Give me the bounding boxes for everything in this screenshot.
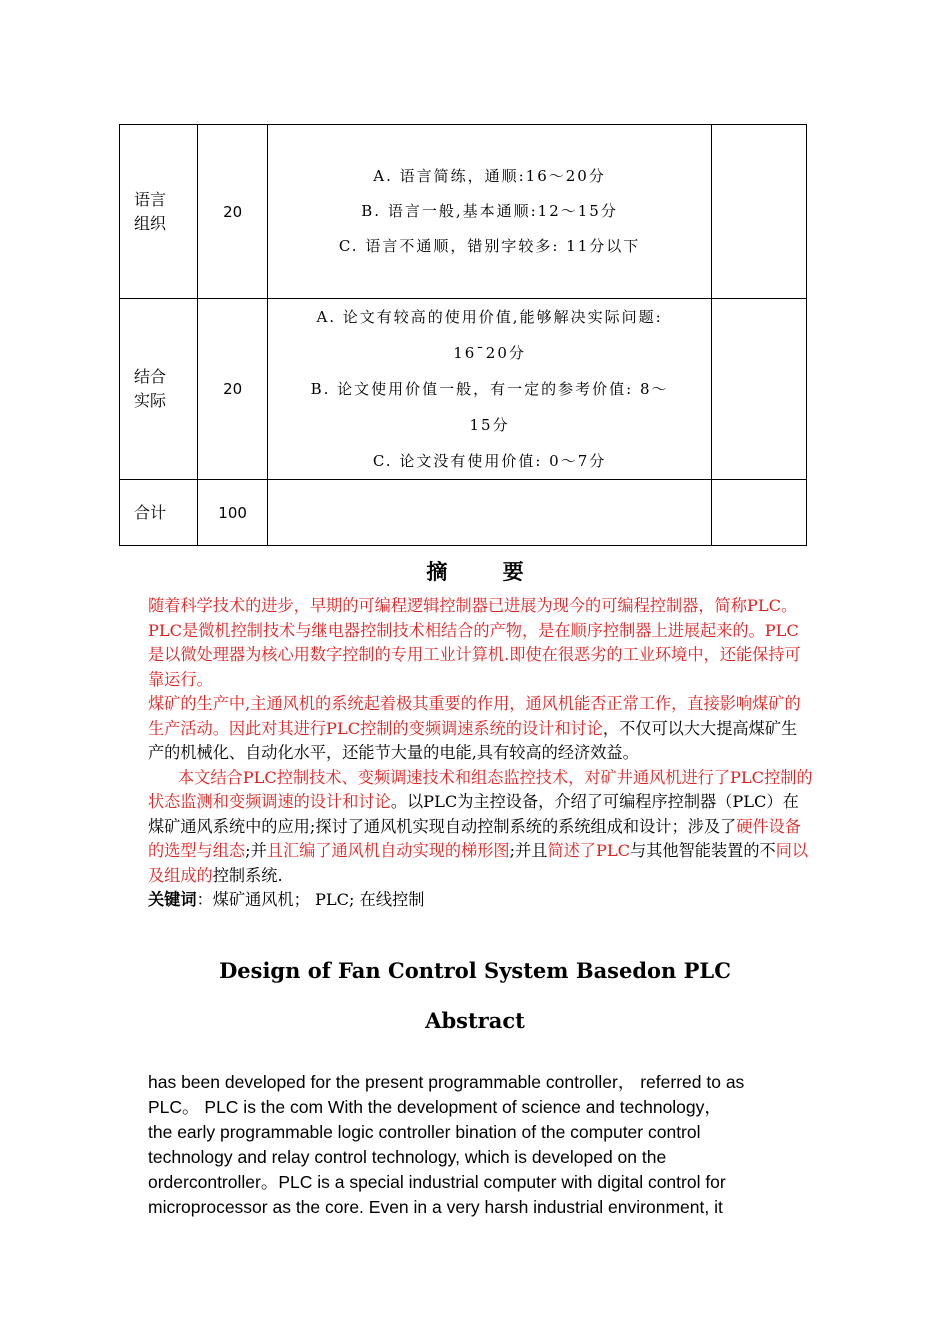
criteria-cell xyxy=(268,480,712,546)
english-abstract-body xyxy=(148,1070,813,1220)
criteria-cell xyxy=(268,125,712,299)
english-line: PLC。 PLC is the com With the development of science and technology， xyxy=(148,1097,722,1117)
criteria-cell xyxy=(268,299,712,480)
remark-cell xyxy=(711,125,806,299)
table-row xyxy=(120,299,807,480)
item-label: 语言 xyxy=(134,189,167,209)
remark-cell xyxy=(711,299,806,480)
english-line: ordercontroller。PLC is a special industrial computer with digital control for xyxy=(148,1172,726,1192)
item-label: 组织 xyxy=(134,213,167,233)
english-abstract-heading: Abstract xyxy=(425,1008,525,1033)
score-cell: 20 xyxy=(198,125,268,299)
remark-cell xyxy=(711,480,806,546)
criteria-line: B. 语言一般,基本通顺:12～15分 xyxy=(361,202,618,220)
keywords-line xyxy=(148,888,813,913)
item-label: 结合 xyxy=(134,367,167,386)
abstract-paragraph xyxy=(148,766,813,889)
score-cell: 20 xyxy=(198,299,268,480)
highlighted-text: 简述了PLC xyxy=(547,841,631,860)
item-cell xyxy=(120,480,198,546)
score-cell: 100 xyxy=(198,480,268,546)
keywords-label: 关键词 xyxy=(148,890,197,909)
item-cell xyxy=(120,299,198,480)
item-cell xyxy=(120,125,198,299)
plain-text: ;并且 xyxy=(509,841,548,860)
english-line: microprocessor as the core. Even in a very harsh industrial environment, it xyxy=(148,1197,723,1217)
highlighted-text: 硬件设备的选型与组态 xyxy=(148,816,801,860)
abstract-paragraph xyxy=(148,692,813,766)
plain-text: 与其他智能装置的不 xyxy=(630,841,776,860)
keywords-text: ：煤矿通风机； PLC; 在线控制 xyxy=(196,890,425,909)
item-label: 实际 xyxy=(134,391,167,410)
criteria-line: C. 语言不通顺，错别字较多: 11分以下 xyxy=(338,237,641,255)
table-row xyxy=(120,480,807,546)
criteria-line: B. 论文使用价值一般，有一定的参考价值: 8～ xyxy=(310,380,669,398)
criteria-line: 15分 xyxy=(469,416,510,434)
plain-text: 控制系统. xyxy=(212,865,283,885)
abstract-paragraph: 随着科学技术的进步，早期的可编程逻辑控制器已进展为现今的可编程控制器，简称PLC。PLC是微机控制技术与继电器控制技术相结合的产物，是在顺序控制器上进展起来的。PLC是以微处理器为核心用数字控制的专用工业计算机.即使在很恶劣的工业环境中，还能保持可靠运行。 xyxy=(148,596,801,689)
grading-table xyxy=(119,124,807,546)
plain-text: ，不仅可以大大提高煤矿生产的机械化、自动化水平，还能节大量的电能,具有较高的经济效益。 xyxy=(148,718,798,762)
highlighted-text: 且汇编了通风机自动实现的梯形图 xyxy=(266,841,510,860)
english-line: the early programmable logic controller bination of the computer control xyxy=(148,1122,701,1142)
criteria-line: C. 论文没有使用价值: 0～7分 xyxy=(372,452,607,470)
plain-text: ;并 xyxy=(245,841,267,860)
english-title: Design of Fan Control System Basedon PLC xyxy=(219,958,731,983)
criteria-line: A. 论文有较高的使用价值,能够解决实际问题: xyxy=(316,308,663,326)
table-row xyxy=(120,125,807,299)
highlighted-text: 本文结合PLC控制技术、变频调速技术和组态监控技术，对矿井通风机进行了PLC控制的状态监测和变频调速的设计和讨论 xyxy=(148,767,813,811)
highlighted-text: 煤矿的生产中,主通风机的系统起着极其重要的作用，通风机能否正常工作，直接影响煤矿的生产活动。因此对其进行PLC控制的变频调速系统的设计和讨论 xyxy=(148,694,801,738)
item-label: 合计 xyxy=(134,502,167,522)
plain-text: 。以PLC为主控设备，介绍了可编程序控制器（PLC）在煤矿通风系统中的应用;探讨了通风机实现自动控制系统的系统组成和设计；涉及了 xyxy=(148,792,799,836)
abstract-cn-title: 摘 要 xyxy=(426,560,548,584)
english-line: has been developed for the present programmable controller， referred to as xyxy=(148,1072,745,1092)
highlighted-text: 同以及组成的 xyxy=(148,841,809,885)
abstract-cn-body xyxy=(148,594,813,913)
criteria-line: A. 语言简练，通顺:16～20分 xyxy=(373,167,606,185)
criteria-line: 16¯20分 xyxy=(453,344,526,362)
english-line: technology and relay control technology, which is developed on the xyxy=(148,1147,667,1167)
